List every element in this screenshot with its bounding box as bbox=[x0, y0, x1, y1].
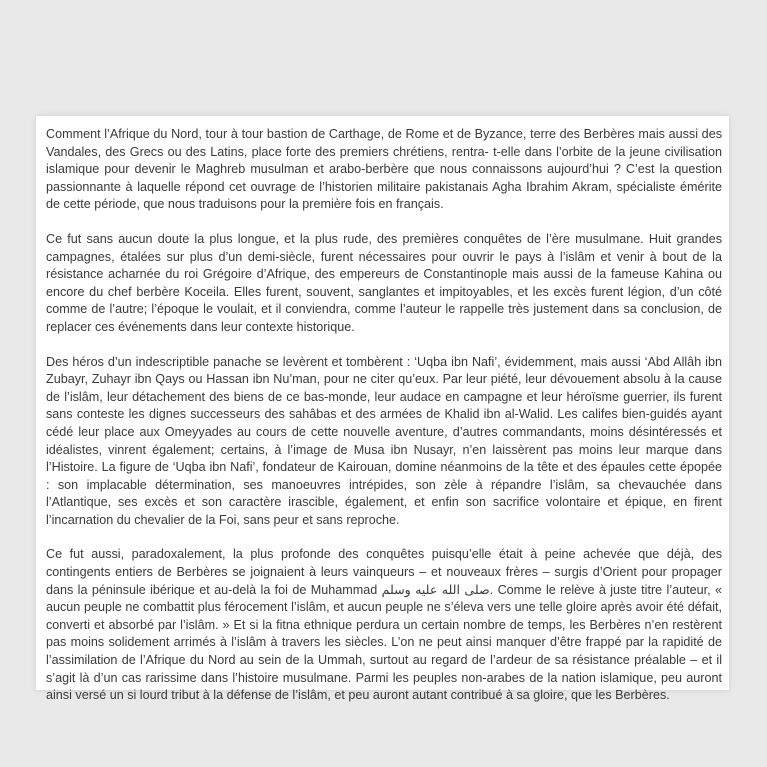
document-text bbox=[46, 126, 722, 705]
paragraph-4: Ce fut aussi, paradoxalement, la plus profonde des conquêtes puisqu’elle était à peine achevée que déjà, des contingents entiers de Berbères se joignaient à leurs vainqueurs – et nouveaux frères – surgis d’Orient pour propager dans la péninsule ibérique et au-delà la foi de Muhammad صلى الله عليه وسلم. Comme le relève à juste titre l’auteur, « aucun peuple ne combattit plus férocement l’islâm, et aucun peuple ne s’éleva vers une telle gloire après avoir été défait, converti et absorbé par l’islâm. » Et si la fitna ethnique perdura un certain nombre de temps, les Berbères n’en restèrent pas moins solidement arrimés à l’islâm à travers les siècles. L’on ne peut ainsi manquer d’être frappé par la rapidité de l’assimilation de l’Afrique du Nord au sein de la Ummah, surtout au regard de l’ardeur de sa résistance préalable – et il s’agit là d’un cas rarissime dans l’histoire musulmane. Parmi les peuples non-arabes de la nation islamique, peu auront ainsi versé un si lourd tribut à la défense de l’islâm, et peu auront autant contribué à sa gloire, que les Berbères. bbox=[46, 547, 722, 703]
paragraph-1: Comment l’Afrique du Nord, tour à tour bastion de Carthage, de Rome et de Byzance, terre des Berbères mais aussi des Vandales, des Grecs ou des Latins, place forte des premiers chrétiens, rentra- t-elle dans l’orbite de la jeune civilisation islamique pour devenir le Maghreb musulman et arabo-berbère que nous connaissons aujourd’hui ? C’est la question passionnante à laquelle répond cet ouvrage de l’historien militaire pakistanais Agha Ibrahim Akram, spécialiste émérite de cette période, que nous traduisons pour la première fois en français. bbox=[46, 127, 722, 212]
paragraph-2: Ce fut sans aucun doute la plus longue, et la plus rude, des premières conquêtes de l’ère musulmane. Huit grandes campagnes, étalées sur plus d’un demi-siècle, furent nécessaires pour ouvrir le pays à l’islâm et venir à bout de la résistance acharnée du roi Grégoire d’Afrique, des empereurs de Constantinople mais aussi de la fameuse Kahina ou encore du chef berbère Koceila. Elles furent, souvent, sanglantes et impitoyables, et les excès furent légion, d’un côté comme de l’autre; l’époque le voulait, et il conviendra, comme l’auteur le rappelle très justement dans sa conclusion, de replacer ces événements dans leur contexte historique. bbox=[46, 231, 722, 334]
paragraph-3: Des héros d’un indescriptible panache se levèrent et tombèrent : ‘Uqba ibn Nafi’, évidemment, mais aussi ‘Abd Allâh ibn Zubayr, Zuhayr ibn Qays ou Hassan ibn Nu’man, pour ne citer qu’eux. Par leur piété, leur dévouement absolu à la cause de l’islâm, leur détachement des biens de ce bas-monde, leur audace en campagne et leur héroïsme guerrier, ils furent sans conteste les dignes successeurs des sahâbas et des armées de Khalid ibn al-Walid. Les califes bien-guidés ayant cédé leur place aux Omeyyades au cours de cette nouvelle aventure, d’autres commandants, moins désintéressés et idéalistes, vinrent également; certains, à l’image de Musa ibn Nusayr, n’en laissèrent pas moins leur marque dans l’Histoire. La figure de ‘Uqba ibn Nafi’, fondateur de Kairouan, domine néanmoins de la tête et des épaules cette épopée : son implacable détermination, ses manoeuvres intrépides, son zèle à répandre l’islâm, sa chevauchée dans l’Atlantique, ses excès et son caractère irascible, également, et enfin son sacrifice volontaire et épique, en firent l’incarnation du chevalier de la Foi, sans peur et sans reproche. bbox=[46, 354, 722, 527]
